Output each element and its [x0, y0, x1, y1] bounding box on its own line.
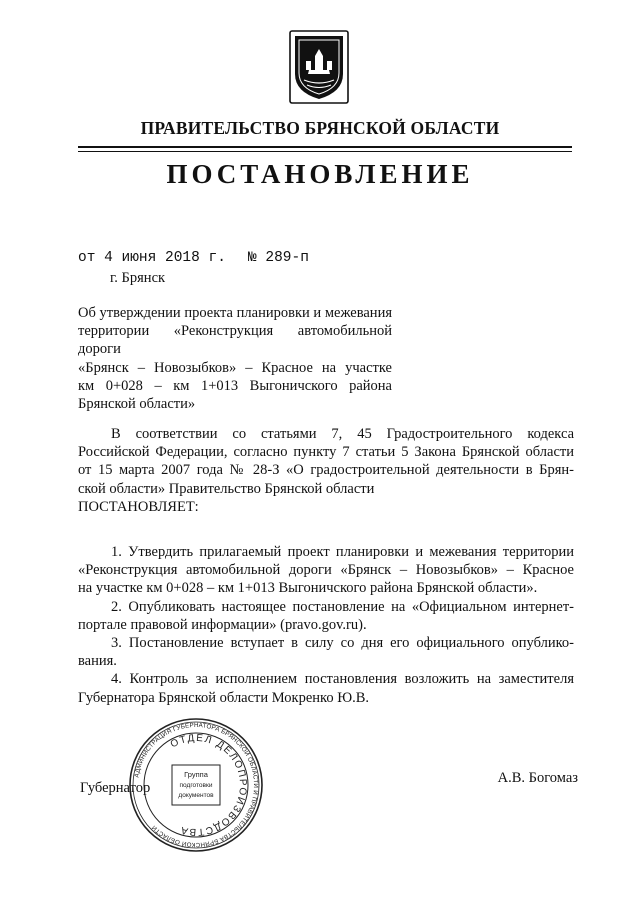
- item-line: «Реконструкция автомобильной дороги «Брянск – Новозыбков» – Красное: [78, 562, 574, 579]
- preamble-line: В соответствии со статьями 7, 45 Градостроительного кодекса: [111, 426, 574, 442]
- resolution-items: [78, 543, 574, 707]
- document-type-title: ПОСТАНОВЛЕНИЕ: [166, 159, 474, 189]
- header-rule-thin: [78, 151, 572, 152]
- stamp-center-line: документов: [178, 792, 214, 799]
- item-line: 2. Опубликовать настоящее постановление на «Официальном интернет-: [111, 598, 574, 615]
- stamp-center-line: подготовки: [179, 782, 213, 789]
- subject-line: Об утверждении проекта планировки и межевания: [78, 305, 392, 321]
- signatory-name: А.В. Богомаз: [497, 770, 578, 786]
- stamp-center-line: Группа: [184, 770, 208, 779]
- document-date: от 4 июня 2018 г.: [78, 250, 226, 266]
- subject-line: «Брянск – Новозыбков» – Красное на участке: [78, 359, 392, 376]
- stamp-inner-text: ОТДЕЛ ДЕЛОПРОИЗВОДСТВА: [168, 732, 249, 838]
- subject-line: км 0+028 – км 1+013 Выгоничского района: [78, 377, 392, 394]
- government-title: ПРАВИТЕЛЬСТВО БРЯНСКОЙ ОБЛАСТИ: [140, 118, 500, 138]
- document-preamble: [78, 425, 574, 516]
- signatory-position: Губернатор: [80, 780, 151, 796]
- document-number: № 289-п: [248, 250, 309, 266]
- subject-line: территории «Реконструкция автомобильной дороги: [78, 323, 392, 358]
- coat-of-arms-emblem: [289, 30, 349, 104]
- preamble-line: от 15 марта 2007 года № 28-З «О градостроительной деятельности в Брян-: [78, 462, 574, 479]
- item-line: Губернатора Брянской области Мокренко Ю.В.: [78, 689, 370, 706]
- item-line: портале правовой информации» (pravo.gov.ru).: [78, 616, 367, 633]
- document-city: г. Брянск: [110, 270, 166, 286]
- header-rule-thick: [78, 146, 572, 148]
- subject-line: Брянской области»: [78, 396, 196, 413]
- item-line: 3. Постановление вступает в силу со дня его официального опублико-: [111, 635, 574, 652]
- preamble-line: ской области» Правительство Брянской области: [78, 480, 375, 497]
- item-line: 4. Контроль за исполнением постановления возложить на заместителя: [111, 671, 574, 688]
- stamp-outer-text: АДМИНИСТРАЦИЯ ГУБЕРНАТОРА БРЯНСКОЙ ОБЛАСТИ И ПРАВИТЕЛЬСТВА БРЯНСКОЙ ОБЛАСТИ: [133, 721, 260, 849]
- preamble-line: Российской Федерации, согласно пункту 7 статьи 5 Закона Брянской области: [78, 444, 574, 461]
- item-line: на участке км 0+028 – км 1+013 Выгоничского района Брянской области».: [78, 580, 538, 597]
- item-line: 1. Утвердить прилагаемый проект планировки и межевания территории: [111, 544, 574, 560]
- item-line: вания.: [78, 653, 117, 670]
- document-subject: [78, 304, 392, 413]
- resolves-heading: ПОСТАНОВЛЯЕТ:: [78, 498, 199, 515]
- official-stamp: [128, 717, 264, 853]
